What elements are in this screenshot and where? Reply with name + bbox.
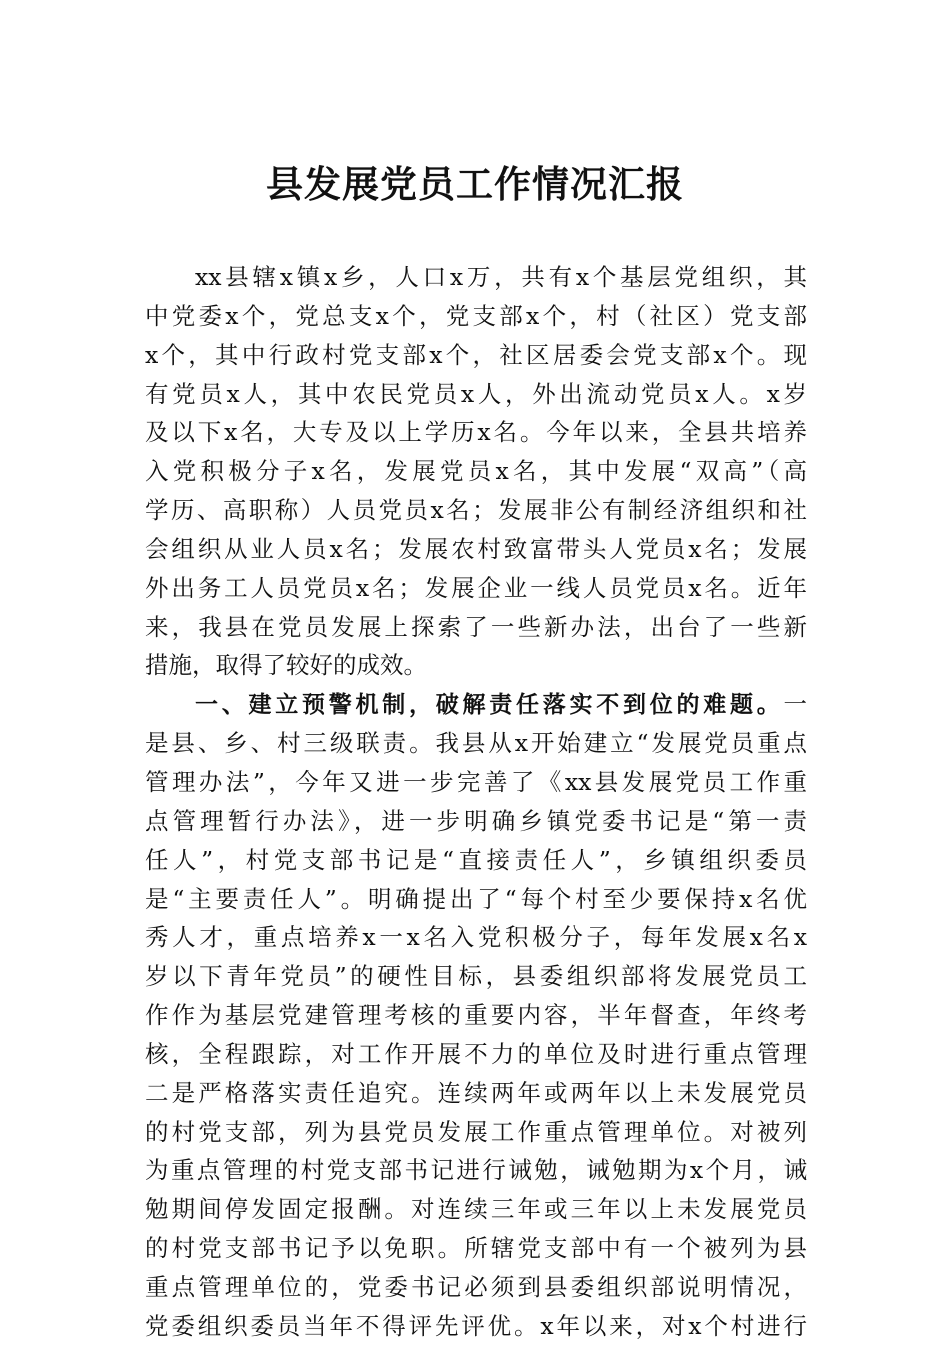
paragraph-1-line: 外出务工人员党员x名；发展企业一线人员党员x名。近年: [145, 573, 807, 602]
paragraph-2-line: 二是严格落实责任追究。连续两年或两年以上未发展党员: [145, 1078, 807, 1107]
paragraph-1-line: 中党委x个，党总支x个，党支部x个，村（社区）党支部: [145, 301, 807, 330]
paragraph-2-line: 秀人才，重点培养x一x名入党积极分子，每年发展x名x: [145, 923, 807, 952]
paragraph-2-line: 管理办法”，今年又进一步完善了《xx县发展党员工作重: [145, 767, 807, 796]
paragraph-2-first-line-rest: 一: [783, 690, 807, 719]
paragraph-2-line: 为重点管理的村党支部书记进行诫勉，诫勉期为x个月，诫: [145, 1156, 807, 1185]
paragraph-2-line: 点管理暂行办法》，进一步明确乡镇党委书记是“第一责: [145, 806, 807, 835]
paragraph-1-line: 措施，取得了较好的成效。: [145, 651, 427, 680]
paragraph-2-line: 任人”，村党支部书记是“直接责任人”，乡镇组织委员: [145, 845, 807, 874]
paragraph-1-line: 来，我县在党员发展上探索了一些新办法，出台了一些新: [145, 612, 807, 641]
paragraph-1-line: 入党积极分子x名，发展党员x名，其中发展“双高”（高: [145, 457, 807, 486]
paragraph-2-line: 党委组织委员当年不得评先评优。x年以来，对x个村进行: [145, 1311, 807, 1340]
paragraph-2-line: 岁以下青年党员”的硬性目标，县委组织部将发展党员工: [145, 962, 807, 991]
paragraph-1-line: x个，其中行政村党支部x个，社区居委会党支部x个。现: [145, 340, 807, 369]
paragraph-2-first-line: [145, 685, 807, 724]
paragraph-2-line: 是县、乡、村三级联责。我县从x开始建立“发展党员重点: [145, 729, 807, 758]
paragraph-1-line: 有党员x人，其中农民党员x人，外出流动党员x人。x岁: [145, 379, 807, 408]
paragraph-2-line: 的村党支部书记予以免职。所辖党支部中有一个被列为县: [145, 1234, 807, 1263]
document-title: 县发展党员工作情况汇报: [266, 162, 684, 206]
paragraph-1-line: 会组织从业人员x名；发展农村致富带头人党员x名；发展: [145, 534, 807, 563]
paragraph-2-line: 是“主要责任人”。明确提出了“每个村至少要保持x名优: [145, 884, 807, 913]
paragraph-2-line: 作作为基层党建管理考核的重要内容，半年督查，年终考: [145, 1001, 807, 1030]
paragraph-2-line: 的村党支部，列为县党员发展工作重点管理单位。对被列: [145, 1117, 807, 1146]
section-heading: 一、建立预警机制，破解责任落实不到位的难题。: [195, 692, 784, 719]
paragraph-1-line: xx县辖x镇x乡，人口x万，共有x个基层党组织，其: [195, 263, 807, 291]
paragraph-2-line: 重点管理单位的，党委书记必须到县委组织部说明情况，: [145, 1272, 807, 1301]
paragraph-1-line: 及以下x名，大专及以上学历x名。今年以来，全县共培养: [145, 418, 807, 447]
document-body: [145, 258, 807, 1346]
paragraph-2-line: 核，全程跟踪，对工作开展不力的单位及时进行重点管理: [145, 1039, 807, 1068]
paragraph-1-line: 学历、高职称）人员党员x名；发展非公有制经济组织和社: [145, 496, 807, 525]
paragraph-2-line: 勉期间停发固定报酬。对连续三年或三年以上未发展党员: [145, 1195, 807, 1224]
